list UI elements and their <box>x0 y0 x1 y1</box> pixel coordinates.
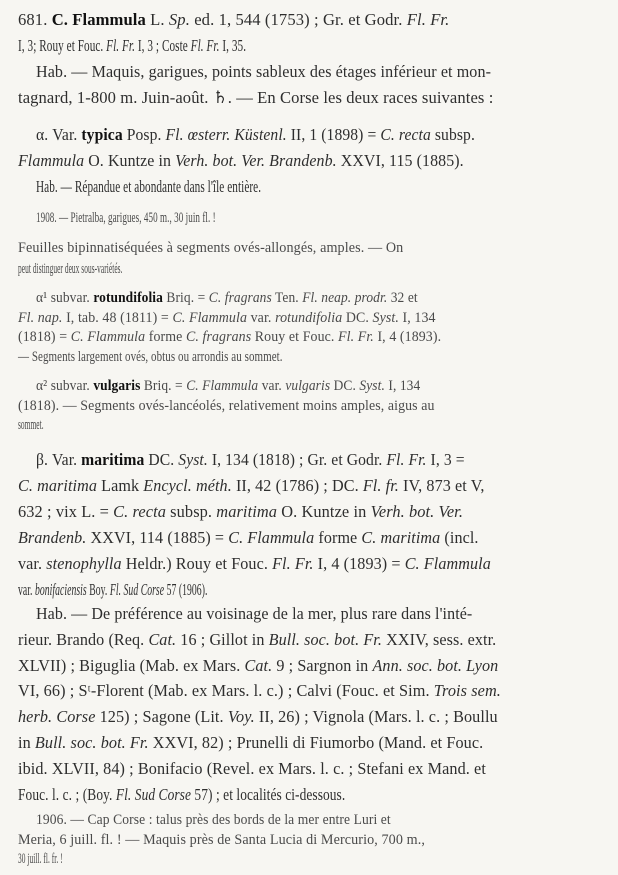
text-run: Lamk <box>97 476 144 495</box>
text-line <box>18 682 602 699</box>
citation-italic: C. recta <box>380 125 431 144</box>
citation-italic: Cat. <box>244 656 273 675</box>
text-run: DC. <box>342 310 373 326</box>
citation-italic: bonifaciensis <box>34 580 87 599</box>
text-run: 1906. — Cap Corse : talus près des bords de la mer entre Luri et <box>36 812 391 828</box>
text-line <box>18 734 600 751</box>
text-run: DC. <box>330 378 360 394</box>
citation-italic: C. fragrans <box>208 290 272 306</box>
text-line <box>36 451 598 468</box>
text-run: 16 ; Gillot in <box>176 630 269 649</box>
text-line <box>36 813 602 828</box>
text-line <box>36 605 612 622</box>
text-run: α¹ subvar. <box>36 290 94 306</box>
text-run: forme <box>145 329 187 345</box>
text-run: XXIV, sess. extr. <box>381 630 497 649</box>
text-run: Briq. = <box>140 378 187 394</box>
text-line <box>18 555 598 572</box>
taxon-name: typica <box>81 125 123 144</box>
citation-italic: C. maritima <box>18 476 98 495</box>
text-run: (1818) = <box>18 329 71 345</box>
citation-italic: Fl. Fr. <box>272 554 314 573</box>
text-run: O. Kuntze in <box>277 502 371 521</box>
citation-italic: Brandenb. <box>18 528 87 547</box>
text-line <box>18 529 597 546</box>
citation-italic: C. Flammula <box>404 554 491 573</box>
text-run: II, 1 (1898) = <box>286 125 381 144</box>
text-run: (1818). — Segments ovés-lancéolés, relativement moins amples, aigus au <box>18 398 435 414</box>
text-run: 632 ; vix L. = <box>18 502 114 521</box>
text-line <box>18 477 598 494</box>
text-run: var. <box>258 378 286 394</box>
citation-italic: herb. Corse <box>18 707 96 726</box>
text-run: 57 (1906). <box>164 580 208 599</box>
citation-italic: Fl. neap. prodr. <box>302 290 388 306</box>
text-line <box>18 152 590 169</box>
citation-italic: C. Flammula <box>228 528 315 547</box>
text-run: in <box>18 733 35 752</box>
text-run: Fouc. l. c. ; (Boy. <box>18 785 116 804</box>
citation-italic: maritima <box>216 502 278 521</box>
text-line <box>36 63 614 80</box>
citation-italic: Fl. nap. <box>18 310 63 326</box>
text-run: 681. <box>18 10 52 29</box>
text-run: Meria, 6 juill. fl. ! — Maquis près de Santa Lucia di Mercurio, 700 m., <box>18 832 425 848</box>
text-run: subsp. <box>430 125 475 144</box>
citation-italic: Bull. soc. bot. Fr. <box>34 733 149 752</box>
text-line <box>36 211 415 226</box>
text-line <box>18 262 327 277</box>
citation-italic: C. maritima <box>361 528 441 547</box>
text-run: 9 ; Sargnon in <box>272 656 373 675</box>
text-run: peut distinguer deux sous-variétés. <box>18 261 123 277</box>
text-run: IV, 873 et V, <box>398 476 485 495</box>
text-run: XLVII) ; Biguglia (Mab. ex Mars. <box>18 656 245 675</box>
citation-italic: C. Flammula <box>172 310 248 326</box>
citation-italic: Syst. <box>359 378 385 394</box>
text-line <box>18 708 600 725</box>
text-line <box>18 330 599 345</box>
text-run: L. <box>145 10 169 29</box>
text-line <box>18 581 366 598</box>
text-run: 57) ; et localités ci-dessous. <box>190 785 346 804</box>
text-line <box>18 852 327 867</box>
text-run: Ten. <box>271 290 303 306</box>
text-run: VI, 66) ; Sᵗ-Florent (Mab. ex Mars. l. c.) ; Calvi (Fouc. et Sim. <box>18 681 434 700</box>
text-run: I, 134 (1818) ; Gr. et Godr. <box>207 450 387 469</box>
citation-italic: Syst. <box>372 310 399 326</box>
text-run: Hab. — Répandue et abondante dans l'île entière. <box>36 177 262 196</box>
text-run: I, tab. 48 (1811) = <box>62 310 173 326</box>
text-run: Briq. = <box>162 290 209 306</box>
text-run: ibid. XLVII, 84) ; Bonifacio (Revel. ex Mars. l. c. ; Stefani ex Mand. et <box>18 759 486 778</box>
text-run: Rouy et Fouc. <box>251 329 339 345</box>
text-run: Hab. — Maquis, garigues, points sableux des étages inférieur et mon- <box>36 62 492 81</box>
text-run: 125) ; Sagone (Lit. <box>95 707 228 726</box>
taxon-name: rotundifolia <box>93 290 163 306</box>
citation-italic: C. fragrans <box>186 329 252 345</box>
citation-italic: Ann. soc. bot. Lyon <box>372 656 499 675</box>
text-run: I, 134 <box>398 310 436 326</box>
text-run: XXVI, 82) ; Prunelli di Fiumorbo (Mand. et Fouc. <box>148 733 484 752</box>
text-run: Posp. <box>122 125 166 144</box>
text-run: subsp. <box>166 502 217 521</box>
text-line <box>36 126 598 143</box>
text-run: 32 et <box>387 290 418 306</box>
text-line <box>36 379 598 394</box>
citation-italic: Voy. <box>227 707 255 726</box>
text-run: II, 26) ; Vignola (Mars. l. c. ; Boullu <box>254 707 498 726</box>
citation-italic: Sp. <box>168 10 190 29</box>
text-run: XXVI, 114 (1885) = <box>86 528 229 547</box>
text-run: α. Var. <box>36 125 82 144</box>
text-run: Hab. — De préférence au voisinage de la mer, plus rare dans l'inté- <box>36 604 473 623</box>
text-line <box>18 760 600 777</box>
citation-italic: Encycl. méth. <box>143 476 232 495</box>
text-run: I, 3 ; Coste <box>134 36 191 55</box>
text-line <box>18 786 500 803</box>
citation-italic: Verh. bot. Ver. <box>370 502 464 521</box>
text-run: var. <box>247 310 276 326</box>
text-line <box>18 241 609 256</box>
text-run: I, 134 <box>384 378 421 394</box>
text-run: var. <box>18 554 47 573</box>
text-run: I, 3 = <box>426 450 465 469</box>
text-run: tagnard, 1-800 m. Juin-août. ♄. — En Corse les deux races suivantes : <box>18 88 494 107</box>
citation-italic: Fl. Fr. <box>338 329 374 345</box>
text-run: var. <box>18 580 35 599</box>
text-line <box>18 418 327 433</box>
citation-italic: Fl. Fr. <box>406 10 450 29</box>
citation-italic: Fl. Fr. <box>190 36 220 55</box>
citation-italic: Flammula <box>18 151 85 170</box>
text-run: ed. 1, 544 (1753) ; Gr. et Godr. <box>189 10 407 29</box>
text-line <box>18 37 421 54</box>
text-run: Feuilles bipinnatiséquées à segments ovés-allongés, amples. — On <box>18 240 404 256</box>
citation-italic: Fl. Sud Corse <box>115 785 191 804</box>
citation-italic: Fl. Fr. <box>386 450 427 469</box>
text-run: I, 4 (1893). <box>373 329 442 345</box>
text-line <box>18 11 615 28</box>
text-line <box>18 833 608 848</box>
text-run: I, 3; Rouy et Fouc. <box>18 36 107 55</box>
citation-italic: Trois sem. <box>433 681 501 700</box>
text-run: rieur. Brando (Req. <box>18 630 149 649</box>
text-line <box>18 399 598 414</box>
text-run: 1908. — Pietralba, garigues, 450 m., 30 juin fl. ! <box>36 210 216 226</box>
citation-italic: Bull. soc. bot. Fr. <box>268 630 382 649</box>
text-run: — Segments largement ovés, obtus ou arrondis au sommet. <box>18 349 283 365</box>
text-line <box>18 657 598 674</box>
text-run: I, 35. <box>219 36 247 55</box>
citation-italic: stenophylla <box>46 554 122 573</box>
text-run: α² subvar. <box>36 378 94 394</box>
text-run: Heldr.) Rouy et Fouc. <box>121 554 273 573</box>
taxon-name: C. Flammula <box>51 10 146 29</box>
text-line <box>36 291 598 306</box>
citation-italic: rotundifolia <box>275 310 343 326</box>
citation-italic: Fl. Sud Corse <box>109 580 165 599</box>
citation-italic: Fl. fr. <box>362 476 399 495</box>
citation-italic: Cat. <box>148 630 177 649</box>
text-run: II, 42 (1786) ; DC. <box>231 476 363 495</box>
text-line <box>18 89 614 106</box>
taxon-name: maritima <box>81 450 145 469</box>
taxon-name: vulgaris <box>93 378 141 394</box>
citation-italic: Fl. Fr. <box>106 36 135 55</box>
text-line <box>18 503 606 520</box>
text-line <box>18 631 598 648</box>
text-run: Boy. <box>86 580 110 599</box>
citation-italic: C. recta <box>113 502 167 521</box>
citation-italic: Fl. œsterr. Küstenl. <box>165 125 287 144</box>
text-line <box>18 311 600 326</box>
citation-italic: Verh. bot. Ver. Brandenb. <box>175 151 337 170</box>
text-run: I, 4 (1893) = <box>313 554 405 573</box>
text-run: DC. <box>144 450 179 469</box>
citation-italic: vulgaris <box>285 378 331 394</box>
text-run: 30 juill. fl. fr. ! <box>18 851 63 867</box>
text-run: β. Var. <box>36 450 82 469</box>
citation-italic: Syst. <box>178 450 208 469</box>
text-run: forme <box>314 528 362 547</box>
text-line <box>36 178 440 195</box>
text-run: XXVI, 115 (1885). <box>336 151 464 170</box>
text-run: O. Kuntze in <box>84 151 176 170</box>
text-run: sommet. <box>18 417 44 433</box>
text-line <box>18 350 476 365</box>
citation-italic: C. Flammula <box>70 329 146 345</box>
citation-italic: C. Flammula <box>186 378 259 394</box>
text-run: (incl. <box>440 528 479 547</box>
